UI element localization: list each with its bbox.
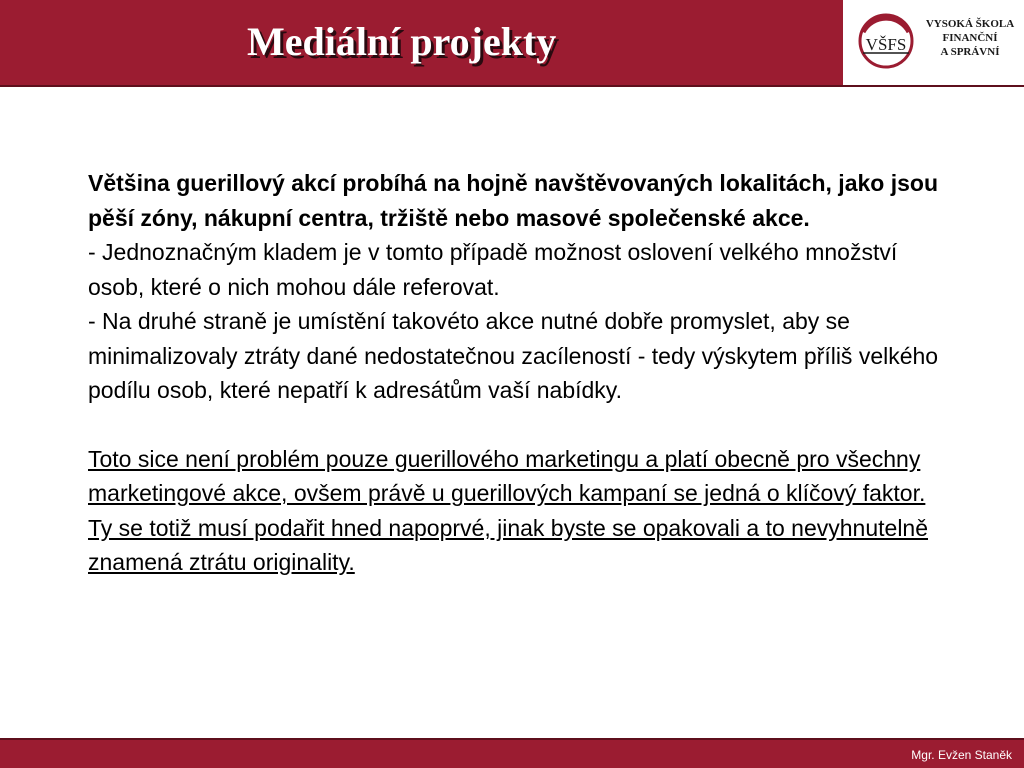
logo-monogram: VŠFS: [865, 35, 907, 54]
bullet-1: - Jednoznačným kladem je v tomto případě možnost oslovení velkého množství osob, které o nich mohou dále referovat.: [88, 239, 898, 300]
slide-body: [88, 166, 948, 580]
note-part-1: Toto sice není problém pouze guerillového marketingu a platí obecně pro všechny marketingové akce, ovšem právě u guerillových kampaní se jedná o klíčový faktor.: [88, 445, 926, 506]
page-title: Mediální projekty: [247, 19, 557, 64]
vsfs-logo-icon: [855, 10, 917, 72]
logo-line-1: VYSOKÁ ŠKOLA: [925, 18, 1015, 30]
lead-paragraph: Většina guerillový akcí probíhá na hojně navštěvovaných lokalitách, jako jsou pěší zóny, nákupní centra, tržiště nebo masové společenské akce.: [88, 170, 939, 231]
footer-bar: [0, 738, 1024, 768]
note-paragraph: [88, 442, 948, 580]
school-logo: [843, 0, 1024, 87]
paragraph-gap: [88, 408, 948, 442]
author-name: Mgr. Evžen Staněk: [911, 748, 1012, 762]
note-part-2: Ty se totiž musí podařit hned napoprvé, jinak byste se opakovali a to nevyhnutelně znamená ztrátu originality.: [88, 514, 929, 575]
logo-text: [920, 17, 1020, 59]
header-bar: [0, 0, 843, 87]
logo-line-2: FINANČNÍ: [942, 32, 998, 44]
logo-line-3: A SPRÁVNÍ: [940, 46, 1000, 58]
bullet-2: - Na druhé straně je umístění takovéto akce nutné dobře promyslet, aby se minimalizovaly ztráty dané nedostatečnou zacíleností - tedy výskytem příliš velkého podílu osob, které nepatří k adresátům vaší nabídky.: [88, 308, 939, 403]
